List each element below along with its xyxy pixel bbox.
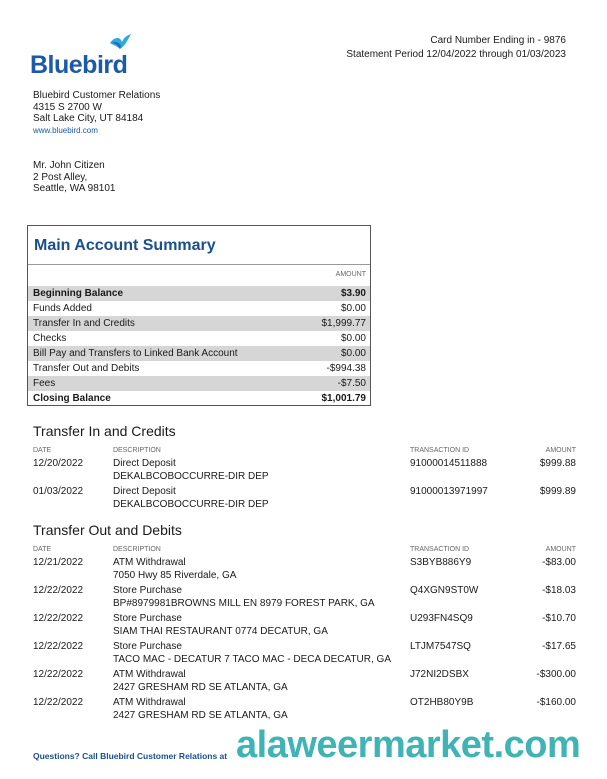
watermark: alaweermarket.com xyxy=(236,724,581,766)
summary-row xyxy=(28,346,370,361)
summary-divider xyxy=(28,264,370,265)
customer-city: Seattle, WA 98101 xyxy=(33,183,116,194)
credits-amount-header: AMOUNT xyxy=(545,447,576,454)
tx-amount: -$83.00 xyxy=(542,557,576,568)
summary-row-label: Closing Balance xyxy=(33,393,111,404)
summary-title: Main Account Summary xyxy=(34,237,216,254)
credits-description-header: DESCRIPTION xyxy=(113,447,161,454)
tx-description-detail: 7050 Hwy 85 Riverdale, GA xyxy=(113,570,237,581)
summary-row-label: Bill Pay and Transfers to Linked Bank Account xyxy=(33,348,238,359)
summary-row-label: Fees xyxy=(33,378,56,389)
summary-amount-header: AMOUNT xyxy=(335,271,366,278)
tx-description-detail: DEKALBCOBOCCURRE-DIR DEP xyxy=(113,471,269,482)
customer-name: Mr. John Citizen xyxy=(33,160,105,171)
company-street: 4315 S 2700 W xyxy=(33,101,102,113)
tx-amount: $999.88 xyxy=(539,458,576,469)
tx-date: 12/22/2022 xyxy=(33,697,84,708)
tx-description-detail: BP#8979981BROWNS MILL EN 8979 FOREST PARK, GA xyxy=(113,598,375,609)
debits-section-title: Transfer Out and Debits xyxy=(33,522,182,538)
tx-date: 12/20/2022 xyxy=(33,458,84,469)
debits-transaction-id-header: TRANSACTION ID xyxy=(410,546,470,553)
tx-description-detail: DEKALBCOBOCCURRE-DIR DEP xyxy=(113,499,269,510)
summary-row xyxy=(28,316,370,331)
card-number-line: Card Number Ending in - 9876 xyxy=(430,35,566,46)
customer-address xyxy=(33,160,115,195)
tx-date: 12/22/2022 xyxy=(33,641,84,652)
footer-questions: Questions? Call Bluebird Customer Relations at xyxy=(33,751,228,761)
credits-transaction-id-header: TRANSACTION ID xyxy=(410,447,470,454)
debits-description-header: DESCRIPTION xyxy=(113,546,161,553)
tx-amount: -$300.00 xyxy=(536,669,576,680)
summary-row-label: Checks xyxy=(33,333,67,344)
tx-amount: -$17.65 xyxy=(542,641,576,652)
debits-date-header: DATE xyxy=(33,546,52,553)
table-row xyxy=(0,584,607,611)
tx-description-detail: 2427 GRESHAM RD SE ATLANTA, GA xyxy=(113,682,288,693)
summary-row xyxy=(28,361,370,376)
tx-description: Store Purchase xyxy=(113,613,182,624)
tx-description: Store Purchase xyxy=(113,585,182,596)
tx-description: ATM Withdrawal xyxy=(113,557,186,568)
company-name: Bluebird Customer Relations xyxy=(33,90,161,101)
logo-wordmark: Bluebird xyxy=(30,51,128,79)
tx-amount: -$160.00 xyxy=(536,697,576,708)
summary-row-label: Transfer In and Credits xyxy=(33,318,135,329)
summary-row-amount: -$994.38 xyxy=(326,363,366,374)
credits-date-header: DATE xyxy=(33,447,52,454)
table-row xyxy=(0,696,607,723)
tx-id: OT2HB80Y9B xyxy=(410,697,474,708)
tx-id: 91000014511888 xyxy=(410,458,488,469)
summary-row xyxy=(28,301,370,316)
tx-date: 01/03/2022 xyxy=(33,486,84,497)
customer-street: 2 Post Alley, xyxy=(33,171,88,183)
summary-row xyxy=(28,376,370,391)
table-row xyxy=(0,612,607,639)
table-row xyxy=(0,668,607,695)
tx-id: S3BYB886Y9 xyxy=(410,557,472,568)
tx-description-detail: TACO MAC - DECATUR 7 TACO MAC - DECA DECATUR, GA xyxy=(113,654,391,665)
summary-row-amount: $3.90 xyxy=(340,288,366,299)
summary-row-amount: $0.00 xyxy=(340,348,366,359)
summary-row xyxy=(28,331,370,346)
bird-icon xyxy=(108,33,132,51)
tx-date: 12/21/2022 xyxy=(33,557,84,568)
summary-row-label: Transfer Out and Debits xyxy=(33,363,140,374)
summary-row-amount: -$7.50 xyxy=(337,378,366,389)
tx-id: J72NI2DSBX xyxy=(410,669,469,680)
summary-row xyxy=(28,286,370,301)
tx-id: LTJM7547SQ xyxy=(410,641,471,652)
tx-id: Q4XGN9ST0W xyxy=(410,585,479,596)
company-city: Salt Lake City, UT 84184 xyxy=(33,113,144,124)
summary-row-amount: $1,001.79 xyxy=(321,393,366,404)
tx-date: 12/22/2022 xyxy=(33,613,84,624)
company-address xyxy=(33,90,160,136)
account-summary-box xyxy=(27,225,371,406)
summary-row-label: Funds Added xyxy=(33,303,92,314)
tx-description: Direct Deposit xyxy=(113,458,176,469)
tx-description: Store Purchase xyxy=(113,641,182,652)
tx-description: ATM Withdrawal xyxy=(113,669,186,680)
tx-id: 91000013971997 xyxy=(410,486,488,497)
table-row xyxy=(0,485,607,512)
debits-amount-header: AMOUNT xyxy=(545,546,576,553)
table-row xyxy=(0,457,607,484)
tx-amount: $999.89 xyxy=(539,486,576,497)
tx-id: U293FN4SQ9 xyxy=(410,613,473,624)
summary-row-amount: $1,999.77 xyxy=(321,318,366,329)
company-website-link[interactable]: www.bluebird.com xyxy=(33,125,98,135)
summary-row-label: Beginning Balance xyxy=(33,288,124,299)
tx-description-detail: SIAM THAI RESTAURANT 0774 DECATUR, GA xyxy=(113,626,328,637)
tx-description: ATM Withdrawal xyxy=(113,697,186,708)
tx-date: 12/22/2022 xyxy=(33,585,84,596)
tx-date: 12/22/2022 xyxy=(33,669,84,680)
tx-description-detail: 2427 GRESHAM RD SE ATLANTA, GA xyxy=(113,710,288,721)
tx-amount: -$10.70 xyxy=(542,613,576,624)
tx-amount: -$18.03 xyxy=(542,585,576,596)
tx-description: Direct Deposit xyxy=(113,486,176,497)
summary-row-amount: $0.00 xyxy=(340,333,366,344)
bluebird-logo xyxy=(30,33,140,83)
credits-section-title: Transfer In and Credits xyxy=(33,423,176,439)
summary-row xyxy=(28,391,370,406)
summary-row-amount: $0.00 xyxy=(340,303,366,314)
table-row xyxy=(0,556,607,583)
table-row xyxy=(0,640,607,667)
statement-period: Statement Period 12/04/2022 through 01/03/2023 xyxy=(346,49,566,60)
